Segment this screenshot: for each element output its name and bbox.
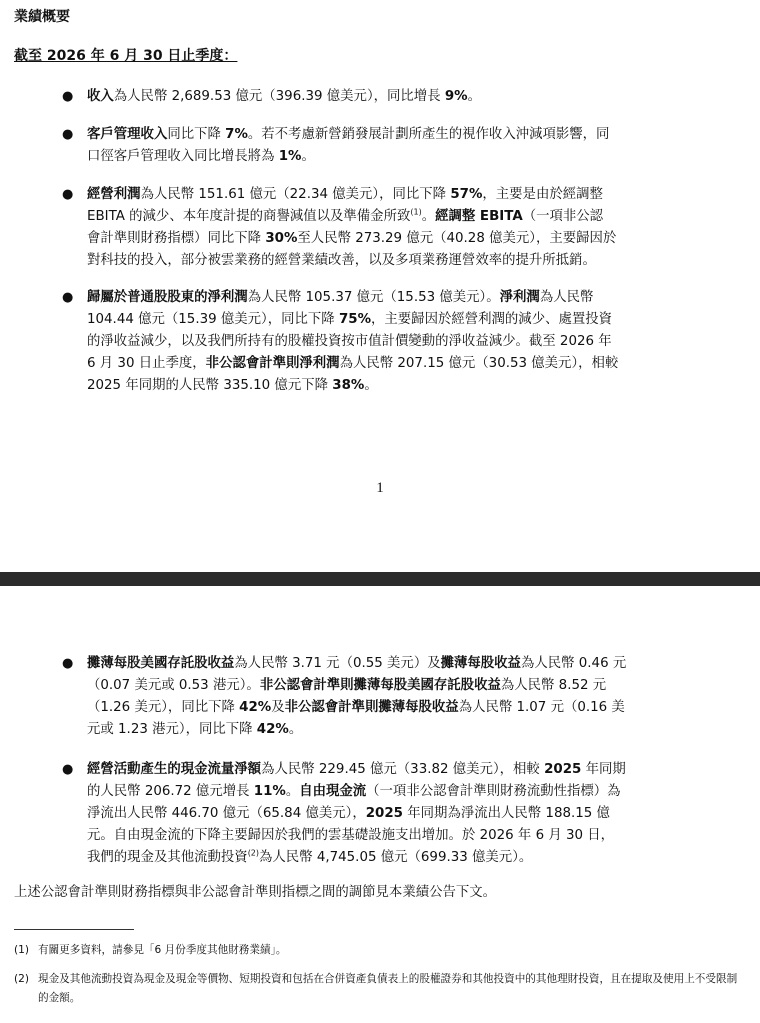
bold-term: 11% bbox=[253, 784, 286, 799]
text-run: ，主要歸因於經營利潤的減少、處置投資 bbox=[371, 312, 613, 327]
bold-term: 75% bbox=[338, 312, 372, 327]
bullet-dot-icon: ● bbox=[62, 762, 74, 777]
page-separator bbox=[0, 572, 760, 586]
bold-term: 淨利潤 bbox=[499, 290, 540, 305]
bold-term: 30% bbox=[265, 231, 298, 246]
text-run: （1.26 美元），同比下降 bbox=[87, 700, 240, 715]
text-run: 為人民幣 229.45 億元（33.82 億美元），相較 bbox=[261, 762, 545, 777]
text-run: 為人民幣 151.61 億元（22.34 億美元），同比下降 bbox=[140, 187, 451, 202]
bold-term: 42% bbox=[239, 700, 272, 715]
bullet-text bbox=[87, 759, 745, 869]
bullet-dot-icon: ● bbox=[62, 656, 74, 671]
footnote-number: (2) bbox=[14, 973, 30, 985]
bullet-line bbox=[87, 847, 745, 869]
text-run: 的淨收益減少，以及我們所持有的股權投資按市值計價變動的淨收益減少。截至 2026 年 bbox=[87, 334, 612, 349]
bullet-text bbox=[87, 124, 745, 168]
bold-term: 非公認會計準則淨利潤 bbox=[205, 356, 340, 371]
bullet-line bbox=[87, 375, 745, 397]
bullet-line bbox=[87, 803, 745, 825]
document-page-2 bbox=[0, 586, 760, 1023]
bold-term: 客戶管理收入 bbox=[87, 127, 168, 142]
text-run: 。 bbox=[288, 722, 303, 737]
bold-term: 收入 bbox=[87, 89, 114, 104]
bold-term: 經調整 EBITA bbox=[435, 209, 523, 224]
text-run: 對科技的投入，部分被雲業務的經營業績改善，以及多項業務運營效率的提升所抵銷。 bbox=[87, 253, 596, 268]
reconciliation-note: 上述公認會計準則財務指標與非公認會計準則指標之間的調節見本業績公告下文。 bbox=[14, 885, 497, 900]
bold-term: 攤薄每股收益 bbox=[440, 656, 521, 671]
text-run: 為人民幣 0.46 元 bbox=[520, 656, 627, 671]
text-run: ，主要是由於經調整 bbox=[482, 187, 603, 202]
bullet-line bbox=[87, 287, 745, 309]
footnote-text: 有關更多資料，請參見「6 月份季度其他財務業績」。 bbox=[38, 944, 287, 956]
text-run: 。 bbox=[421, 209, 436, 224]
text-run: 為人民幣 105.37 億元（15.53 億美元）。 bbox=[247, 290, 500, 305]
bullet-text bbox=[87, 287, 745, 397]
bullet-line bbox=[87, 228, 745, 250]
text-run: 。 bbox=[285, 784, 300, 799]
bullet-line bbox=[87, 86, 745, 108]
bold-term: 42% bbox=[256, 722, 289, 737]
text-run: 。若不考慮新營銷發展計劃所產生的視作收入沖減項影響，同 bbox=[247, 127, 610, 142]
bold-term: 1% bbox=[278, 149, 302, 164]
bullet-line bbox=[87, 697, 745, 719]
bullet-line bbox=[87, 331, 745, 353]
page-number: 1 bbox=[376, 480, 384, 496]
footnote-text: 現金及其他流動投資為現金及現金等價物、短期投資和包括在合併資產負債表上的股權證券和其他投資中的其他理財投資，且在提取及使用上不受限制的金額。 bbox=[38, 973, 738, 1004]
text-run: （一項非公認會計準則財務流動性指標）為 bbox=[366, 784, 621, 799]
bullet-line bbox=[87, 309, 745, 331]
text-run: 的人民幣 206.72 億元增長 bbox=[87, 784, 254, 799]
footnote-divider bbox=[14, 929, 134, 930]
text-run: 為人民幣 1.07 元（0.16 美 bbox=[458, 700, 625, 715]
bold-term: 7% bbox=[225, 127, 248, 142]
bullet-line bbox=[87, 124, 745, 146]
bullet-line bbox=[87, 353, 745, 375]
text-run: 為人民幣 207.15 億元（30.53 億美元），相較 bbox=[339, 356, 619, 371]
bullet-text bbox=[87, 653, 745, 741]
text-run: （0.07 美元或 0.53 港元）。 bbox=[87, 678, 260, 693]
footnote-ref: (2) bbox=[247, 848, 260, 858]
bold-term: 57% bbox=[450, 187, 483, 202]
text-run: 6 月 30 日止季度， bbox=[87, 356, 206, 371]
bold-term: 2025 bbox=[544, 762, 582, 777]
bullet-line bbox=[87, 825, 745, 847]
text-run: 元或 1.23 港元），同比下降 bbox=[87, 722, 257, 737]
section-title: 業績概要 bbox=[14, 9, 70, 25]
text-run: 淨流出人民幣 446.70 億元（65.84 億美元）， bbox=[87, 806, 366, 821]
bullet-dot-icon: ● bbox=[62, 187, 74, 202]
bold-term: 2025 bbox=[365, 806, 404, 821]
bullet-text bbox=[87, 184, 745, 272]
bullet-line bbox=[87, 206, 745, 228]
bold-term: 經營利潤 bbox=[87, 187, 141, 202]
footnote-ref: (1) bbox=[410, 207, 422, 217]
bullet-dot-icon: ● bbox=[62, 89, 74, 104]
bullet-line bbox=[87, 719, 745, 741]
period-title: 截至 2026 年 6 月 30 日止季度： bbox=[14, 48, 238, 64]
bullet-line bbox=[87, 675, 745, 697]
text-run: 為人民幣 3.71 元（0.55 美元）及 bbox=[234, 656, 441, 671]
text-run: 為人民幣 8.52 元 bbox=[500, 678, 607, 693]
bold-term: 非公認會計準則攤薄每股收益 bbox=[284, 700, 459, 715]
bold-term: 非公認會計準則攤薄每股美國存託股收益 bbox=[259, 678, 501, 693]
bullet-dot-icon: ● bbox=[62, 127, 74, 142]
bold-term: 自由現金流 bbox=[299, 784, 367, 799]
bullet-line bbox=[87, 781, 745, 803]
bold-term: 9% bbox=[444, 89, 468, 104]
bold-term: 歸屬於普通股股東的淨利潤 bbox=[87, 290, 248, 305]
text-run: 我們的現金及其他流動投資 bbox=[87, 850, 248, 865]
bullet-dot-icon: ● bbox=[62, 290, 74, 305]
text-run: 元。自由現金流的下降主要歸因於我們的雲基礎設施支出增加。於 2026 年 6 月 30 日， bbox=[87, 828, 615, 843]
text-run: 及 bbox=[271, 700, 285, 715]
text-run: 為人民幣 4,745.05 億元（699.33 億美元）。 bbox=[259, 850, 533, 865]
text-run: 104.44 億元（15.39 億美元），同比下降 bbox=[87, 312, 339, 327]
text-run: 同比下降 bbox=[167, 127, 226, 142]
bold-term: 38% bbox=[332, 378, 365, 393]
text-run: 為人民幣 bbox=[539, 290, 594, 305]
bullet-line bbox=[87, 250, 745, 272]
text-run: 2025 年同期的人民幣 335.10 億元下降 bbox=[87, 378, 333, 393]
text-run: 。 bbox=[467, 89, 481, 104]
text-run: EBITA 的減少、本年度計提的商譽減值以及準備金所致 bbox=[87, 209, 411, 224]
text-run: 年同期為淨流出人民幣 188.15 億 bbox=[403, 806, 610, 821]
bullet-text bbox=[87, 86, 745, 108]
text-run: 。 bbox=[364, 378, 378, 393]
text-run: 口徑客戶管理收入同比增長將為 bbox=[87, 149, 279, 164]
text-run: 會計準則財務指標）同比下降 bbox=[87, 231, 266, 246]
text-run: （一項非公認 bbox=[522, 209, 604, 224]
footnote-number: (1) bbox=[14, 944, 30, 956]
text-run: 至人民幣 273.29 億元（40.28 億美元），主要歸因於 bbox=[297, 231, 617, 246]
bullet-line bbox=[87, 653, 745, 675]
text-run: 年同期 bbox=[581, 762, 626, 777]
bullet-line bbox=[87, 759, 745, 781]
bold-term: 經營活動產生的現金流量淨額 bbox=[87, 762, 262, 777]
bullet-line bbox=[87, 146, 745, 168]
bullet-line bbox=[87, 184, 745, 206]
bold-term: 攤薄每股美國存託股收益 bbox=[87, 656, 235, 671]
text-run: 。 bbox=[301, 149, 315, 164]
text-run: 為人民幣 2,689.53 億元（396.39 億美元），同比增長 bbox=[113, 89, 445, 104]
